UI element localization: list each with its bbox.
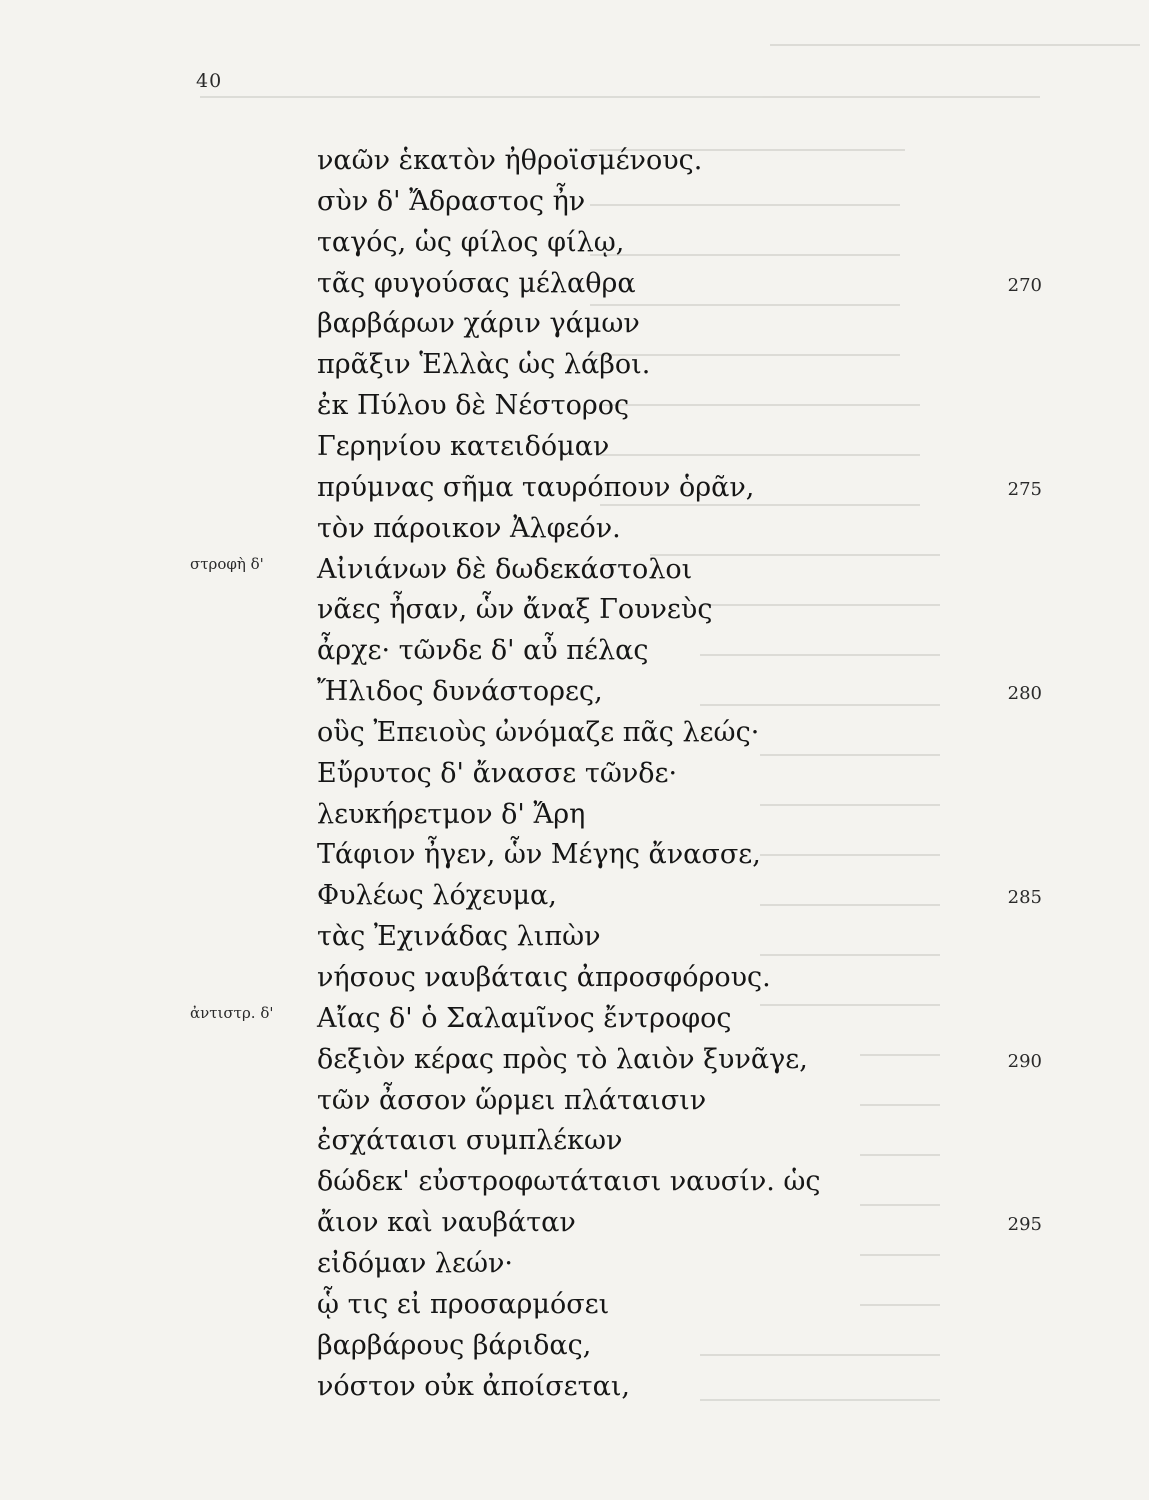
- verse-line: ναῶν ἑκατὸν ἠθροϊσμένους.: [317, 145, 703, 176]
- verse-line: Γερηνίου κατειδόμαν: [317, 431, 610, 462]
- verse-line: Φυλέως λόχευμα,: [317, 880, 557, 911]
- line-number: [960, 389, 1042, 427]
- verse-line: ἐσχάταισι συμπλέκων: [317, 1125, 623, 1156]
- line-number: [960, 634, 1042, 672]
- verse-line: ἐκ Πύλου δὲ Νέστορος: [317, 390, 630, 421]
- line-number: [960, 1247, 1042, 1285]
- line-number: [960, 1370, 1042, 1408]
- strophe-label: στροφὴ δ': [190, 555, 264, 573]
- verse-line: νᾶες ἦσαν, ὧν ἄναξ Γουνεὺς: [317, 594, 713, 625]
- verse-line: ᾧ τις εἰ προσαρμόσει: [317, 1289, 610, 1320]
- verse-line: Ἤλιδος δυνάστορες,: [317, 676, 603, 707]
- verse-line: ταγός, ὡς φίλος φίλῳ,: [317, 227, 625, 258]
- line-number: [960, 1124, 1042, 1162]
- line-number: [960, 798, 1042, 836]
- line-number: [960, 961, 1042, 999]
- line-number: [960, 1084, 1042, 1122]
- verse-line: Αἰνιάνων δὲ δωδεκάστολοι: [317, 554, 693, 585]
- line-number: [960, 757, 1042, 795]
- line-number: 280: [1007, 683, 1042, 704]
- verse-line: σὺν δ' Ἄδραστος ἦν: [317, 186, 586, 217]
- line-number: [960, 1165, 1042, 1203]
- line-number: [960, 920, 1042, 958]
- line-number: [960, 593, 1042, 631]
- line-number: [960, 838, 1042, 876]
- strophe-label: ἀντιστρ. δ': [190, 1004, 274, 1022]
- verse-line: εἰδόμαν λεών·: [317, 1248, 513, 1279]
- line-number: [960, 430, 1042, 468]
- verse-line: ἄιον καὶ ναυβάταν: [317, 1207, 576, 1238]
- verse-line: νήσους ναυβάταις ἀπροσφόρους.: [317, 962, 771, 993]
- line-number: [960, 226, 1042, 264]
- line-number: [960, 144, 1042, 182]
- verse-line: Αἴας δ' ὁ Σαλαμῖνος ἔντροφος: [317, 1003, 732, 1034]
- line-number: [960, 553, 1042, 591]
- verse-line: τᾶς φυγούσας μέλαθρα: [317, 268, 636, 299]
- verse-line: τὰς Ἐχινάδας λιπὼν: [317, 921, 601, 952]
- verse-line: ἆρχε· τῶνδε δ' αὖ πέλας: [317, 635, 649, 666]
- line-number: [960, 307, 1042, 345]
- verse-line: Εὔρυτος δ' ἄνασσε τῶνδε·: [317, 758, 678, 789]
- line-number: 275: [1007, 479, 1042, 500]
- page-number: 40: [196, 70, 223, 92]
- verse-line: τὸν πάροικον Ἀλφεόν.: [317, 513, 621, 544]
- verse-line: νόστον οὐκ ἀποίσεται,: [317, 1371, 630, 1402]
- verse-line: πρύμνας σῆμα ταυρόπουν ὁρᾶν,: [317, 472, 755, 503]
- verse-line: δώδεκ' εὐστροφωτάταισι ναυσίν. ὡς: [317, 1166, 821, 1197]
- line-number: [960, 348, 1042, 386]
- line-number: [960, 1002, 1042, 1040]
- verse-line: λευκήρετμον δ' Ἄρη: [317, 799, 586, 830]
- line-number: 295: [1007, 1214, 1042, 1235]
- line-number: [960, 716, 1042, 754]
- line-number: [960, 1288, 1042, 1326]
- line-number: [960, 185, 1042, 223]
- verse-line: οὓς Ἐπειοὺς ὠνόμαζε πᾶς λεώς·: [317, 717, 760, 748]
- line-number: 290: [1007, 1051, 1042, 1072]
- verse-line: τῶν ἆσσον ὥρμει πλάταισιν: [317, 1085, 707, 1116]
- verse-line: βαρβάρους βάριδας,: [317, 1330, 592, 1361]
- verse-line: πρᾶξιν Ἑλλὰς ὡς λάβοι.: [317, 349, 651, 380]
- verse-line: δεξιὸν κέρας πρὸς τὸ λαιὸν ξυνᾶγε,: [317, 1044, 808, 1075]
- line-number: [960, 512, 1042, 550]
- verse-line: βαρβάρων χάριν γάμων: [317, 308, 640, 339]
- line-number: 285: [1007, 887, 1042, 908]
- line-number: [960, 1329, 1042, 1367]
- line-number: 270: [1007, 275, 1042, 296]
- verse-line: Τάφιον ἦγεν, ὧν Μέγης ἄνασσε,: [317, 839, 761, 870]
